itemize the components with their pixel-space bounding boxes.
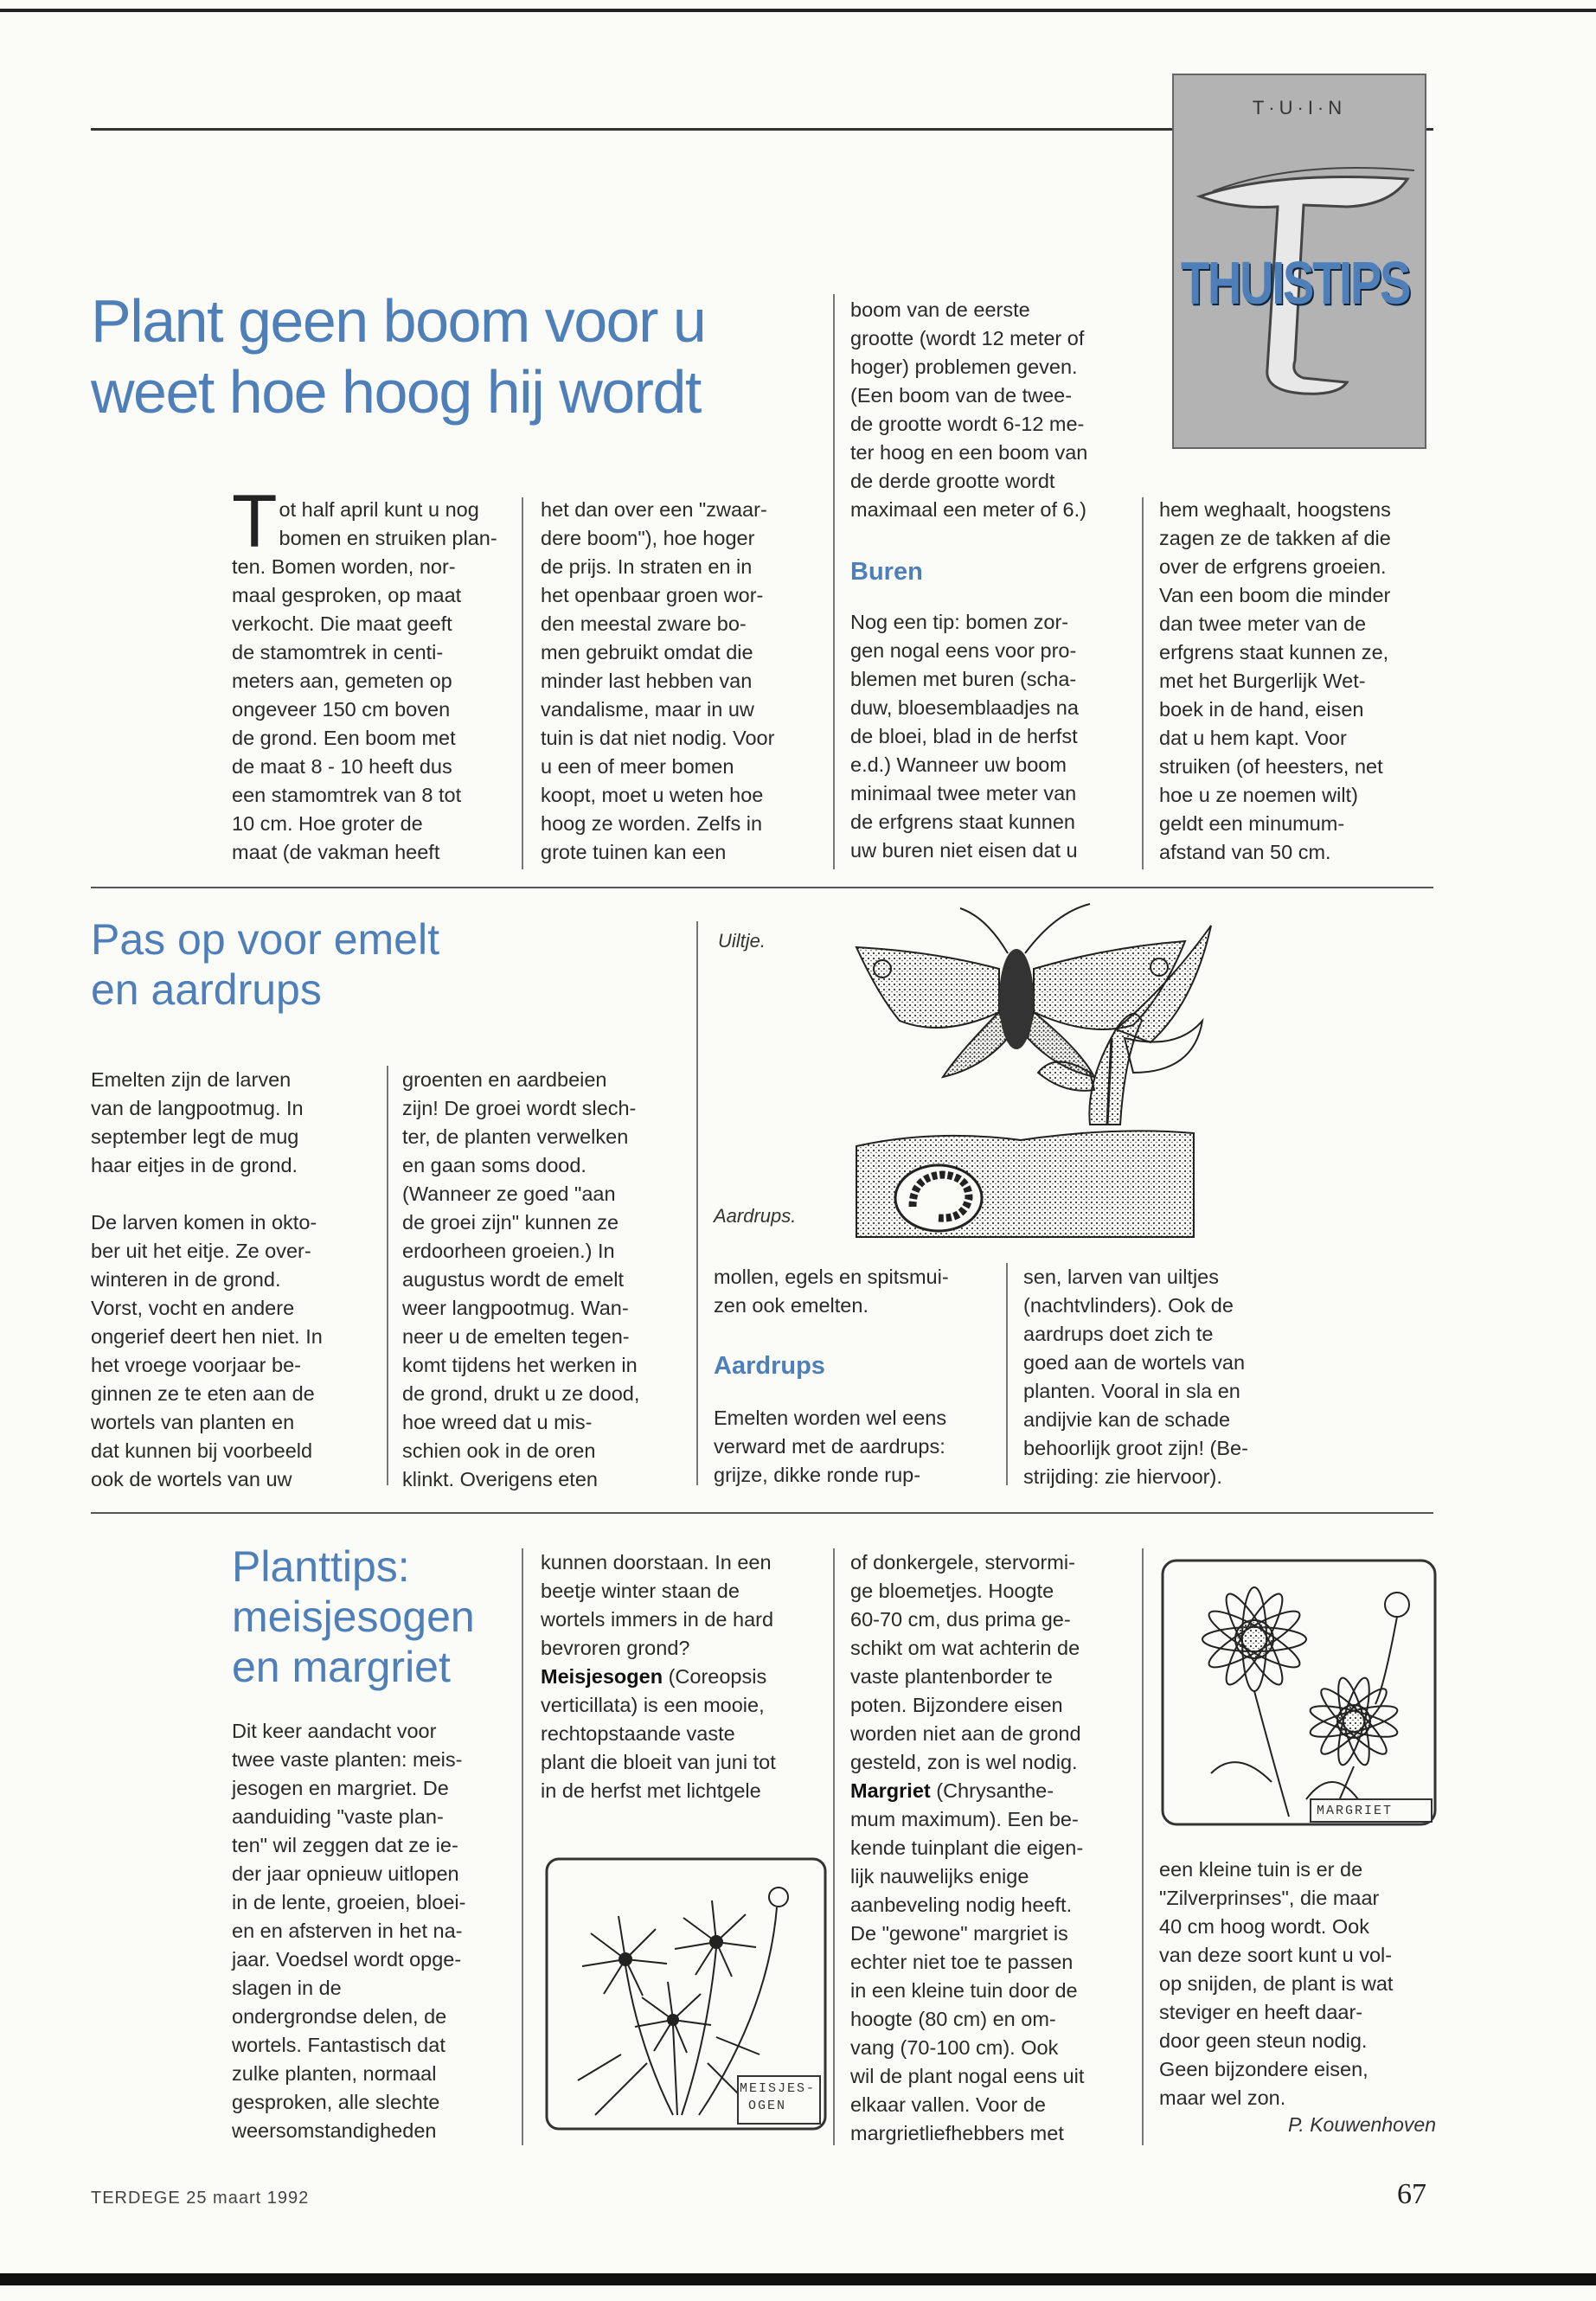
article3-col3	[850, 1548, 1136, 2148]
article1-title: Plant geen boom voor u weet hoe hoog hij wordt	[91, 287, 706, 426]
article2-col3a: mollen, egels en spitsmui- zen ook emelten.	[714, 1266, 949, 1317]
meisjesogen-label-line2: OGEN	[748, 2099, 787, 2113]
col-divider	[833, 1548, 835, 2145]
article3-meisjesogen-bold: Meisjesogen	[541, 1665, 663, 1688]
moth-icon	[856, 904, 1185, 1077]
article1-col4: hem weghaalt, hoogstens zagen ze de takken af die over de erfgrens groeien. Van een boom die minder dan twee meter van de erfgrens staat kunnen ze, met het Burgerlijk Wet- boek in de hand, eisen dat u hem kapt. Voor struiken (of heesters, net hoe u ze noemen wilt) geldt een minumum- afstand van 50 cm.	[1159, 498, 1391, 863]
article3-col2-text2: (Coreopsis verticillata) is een mooie, rechtopstaande vaste plant die bloeit van juni tot in de herfst met lichtgele	[541, 1665, 776, 1802]
article1-col3b: Nog een tip: bomen zor- gen nogal eens voor pro- blemen met buren (scha- duw, bloesemblaadjes na de bloei, blad in de herfst e.d.) Wanneer uw boom minimaal twee meter van de erfgrens staat kunnen uw buren niet eisen dat u	[850, 611, 1079, 862]
meisjesogen-label-line1: MEISJES-	[740, 2081, 817, 2096]
col-divider	[1142, 497, 1144, 869]
col-divider	[1006, 1263, 1008, 1485]
meisjesogen-label	[740, 2080, 816, 2115]
col-divider	[696, 921, 698, 1485]
top-border	[0, 9, 1596, 12]
article3-col3-text1: of donkergele, stervormi- ge bloemetjes. Hoogte 60-70 cm, dus prima ge- schikt om wat achterin de vaste plantenborder te poten. Bijzondere eisen worden niet aan de grond gesteld, zon is wel nodig.	[850, 1551, 1081, 1773]
section-divider	[91, 1512, 1433, 1514]
col-divider	[522, 1548, 523, 2145]
page-number: 67	[1397, 2178, 1426, 2210]
tuin-label: T·U·I·N	[1252, 97, 1347, 119]
margriet-illustration	[1159, 1557, 1440, 1830]
article1-col2: het dan over een "zwaar- dere boom"), hoe hoger de prijs. In straten en in het openbaar groen wor- den meestal zware bo- men gebruikt omdat die minder last hebben van vandalisme, maar in uw tuin is dat niet nodig. Voor u een of meer bomen koopt, moet u weten hoe hoog ze worden. Zelfs in grote tuinen kan een	[541, 498, 775, 863]
article1-col1	[232, 480, 513, 867]
article1-col3a: boom van de eerste grootte (wordt 12 meter of hoger) problemen geven. (Een boom van de twee- de grootte wordt 6-12 me- ter hoog en een boom van de derde grootte wordt maximaal een meter of 6.)	[850, 298, 1088, 521]
thuistips-logo-box	[1172, 74, 1426, 449]
thuistips-wordmark: THUISTIPS	[1181, 249, 1410, 317]
caption-aardrups: Aardrups.	[714, 1205, 797, 1227]
article3-col2-text1: kunnen doorstaan. In een beetje winter staan de wortels immers in de hard bevroren grond?	[541, 1551, 774, 1659]
col-divider	[1142, 1548, 1144, 2145]
article3-col2	[541, 1548, 826, 1805]
col-divider	[833, 294, 835, 869]
article3-title: Planttips: meisjesogen en margriet	[232, 1542, 475, 1691]
article2-subhead-aardrups: Aardrups	[714, 1352, 825, 1380]
col-divider	[387, 1066, 388, 1485]
article3-margriet-bold: Margriet	[850, 1779, 931, 1802]
article3-col3-text2: (Chrysanthe- mum maximum). Een be- kende tuinplant die eigen- lijk nauwelijks enige aanbeveling nodig heeft. De "gewone" margriet is echter niet toe te passen in een kleine tuin door de hoogte (80 cm) en om- vang (70-100 cm). Ook wil de plant nogal eens uit elkaar vallen. Voor de margrietliefhebbers met	[850, 1779, 1085, 2144]
col-divider	[522, 497, 523, 869]
article2-title: Pas op voor emelt en aardrups	[91, 915, 439, 1014]
article2-col2: groenten en aardbeien zijn! De groei wordt slech- ter, de planten verwelken en gaan soms dood. (Wanneer ze goed "aan de groei zijn" kunnen ze erdoorheen groeien.) In augustus wordt de emelt weer langpootmug. Wan- neer u de emelten tegen- komt tijdens het werken in de grond, drukt u ze dood, hoe wreed dat u mis- schien ook in de oren klinkt. Overigens eten	[402, 1068, 640, 1490]
article1-col1-text: ot half april kunt u nog bomen en struiken plan- ten. Bomen worden, nor- maal gesproken, op maat verkocht. Die maat geeft de stamomtrek in centi- meters aan, gemeten op ongeveer 150 cm boven de grond. Een boom met de maat 8 - 10 heeft dus een stamomtrek van 8 tot 10 cm. Hoe groter de maat (de vakman heeft	[232, 498, 497, 863]
margriet-label: MARGRIET	[1317, 1804, 1394, 1818]
moth-caterpillar-illustration	[830, 900, 1419, 1246]
author-name: P. Kouwenhoven	[1288, 2113, 1436, 2136]
article3-col1: Dit keer aandacht voor twee vaste planten: meis- jesogen en margriet. De aanduiding "vaste plan- ten" wil zeggen dat ze ie- der jaar opnieuw uitlopen in de lente, groeien, bloei- en en afsterven in het na- jaar. Voedsel wordt opge- slagen in de ondergrondse delen, de wortels. Fantastisch dat zulke planten, normaal gesproken, alle slechte weersomstandigheden	[232, 1720, 466, 2142]
article1-dropcap: T	[232, 480, 278, 563]
bottom-border	[0, 2273, 1596, 2285]
soil-caterpillar-icon	[856, 1131, 1194, 1237]
article2-col3b: Emelten worden wel eens verward met de aardrups: grijze, dikke ronde rup-	[714, 1407, 947, 1486]
article1-subhead-buren: Buren	[850, 558, 923, 586]
section-divider	[91, 887, 1433, 888]
footer-publication: TERDEGE 25 maart 1992	[91, 2189, 310, 2208]
caption-uiltje: Uiltje.	[718, 930, 766, 952]
article3-col4: een kleine tuin is er de "Zilverprinses", die maar 40 cm hoog wordt. Ook van deze soort kunt u vol- op snijden, de plant is wat steviger en heeft daar- door geen steun nodig. Geen bijzondere eisen, maar wel zon.	[1159, 1858, 1394, 2109]
article2-col4: sen, larven van uiltjes (nachtvlinders). Ook de aardrups doet zich te goed aan de wortels van planten. Vooral in sla en andijvie kan de schade behoorlijk groot zijn! (Be- strijding: zie hiervoor).	[1023, 1266, 1248, 1488]
article2-col1: Emelten zijn de larven van de langpootmug. In september legt de mug haar eitjes in de grond. De larven komen in okto- ber uit het eitje. Ze over- winteren in de grond. Vorst, vocht en andere ongerief deert hen niet. In het vroege voorjaar be- ginnen ze te eten aan de wortels van planten en dat kunnen bij voorbeeld ook de wortels van uw	[91, 1068, 323, 1490]
